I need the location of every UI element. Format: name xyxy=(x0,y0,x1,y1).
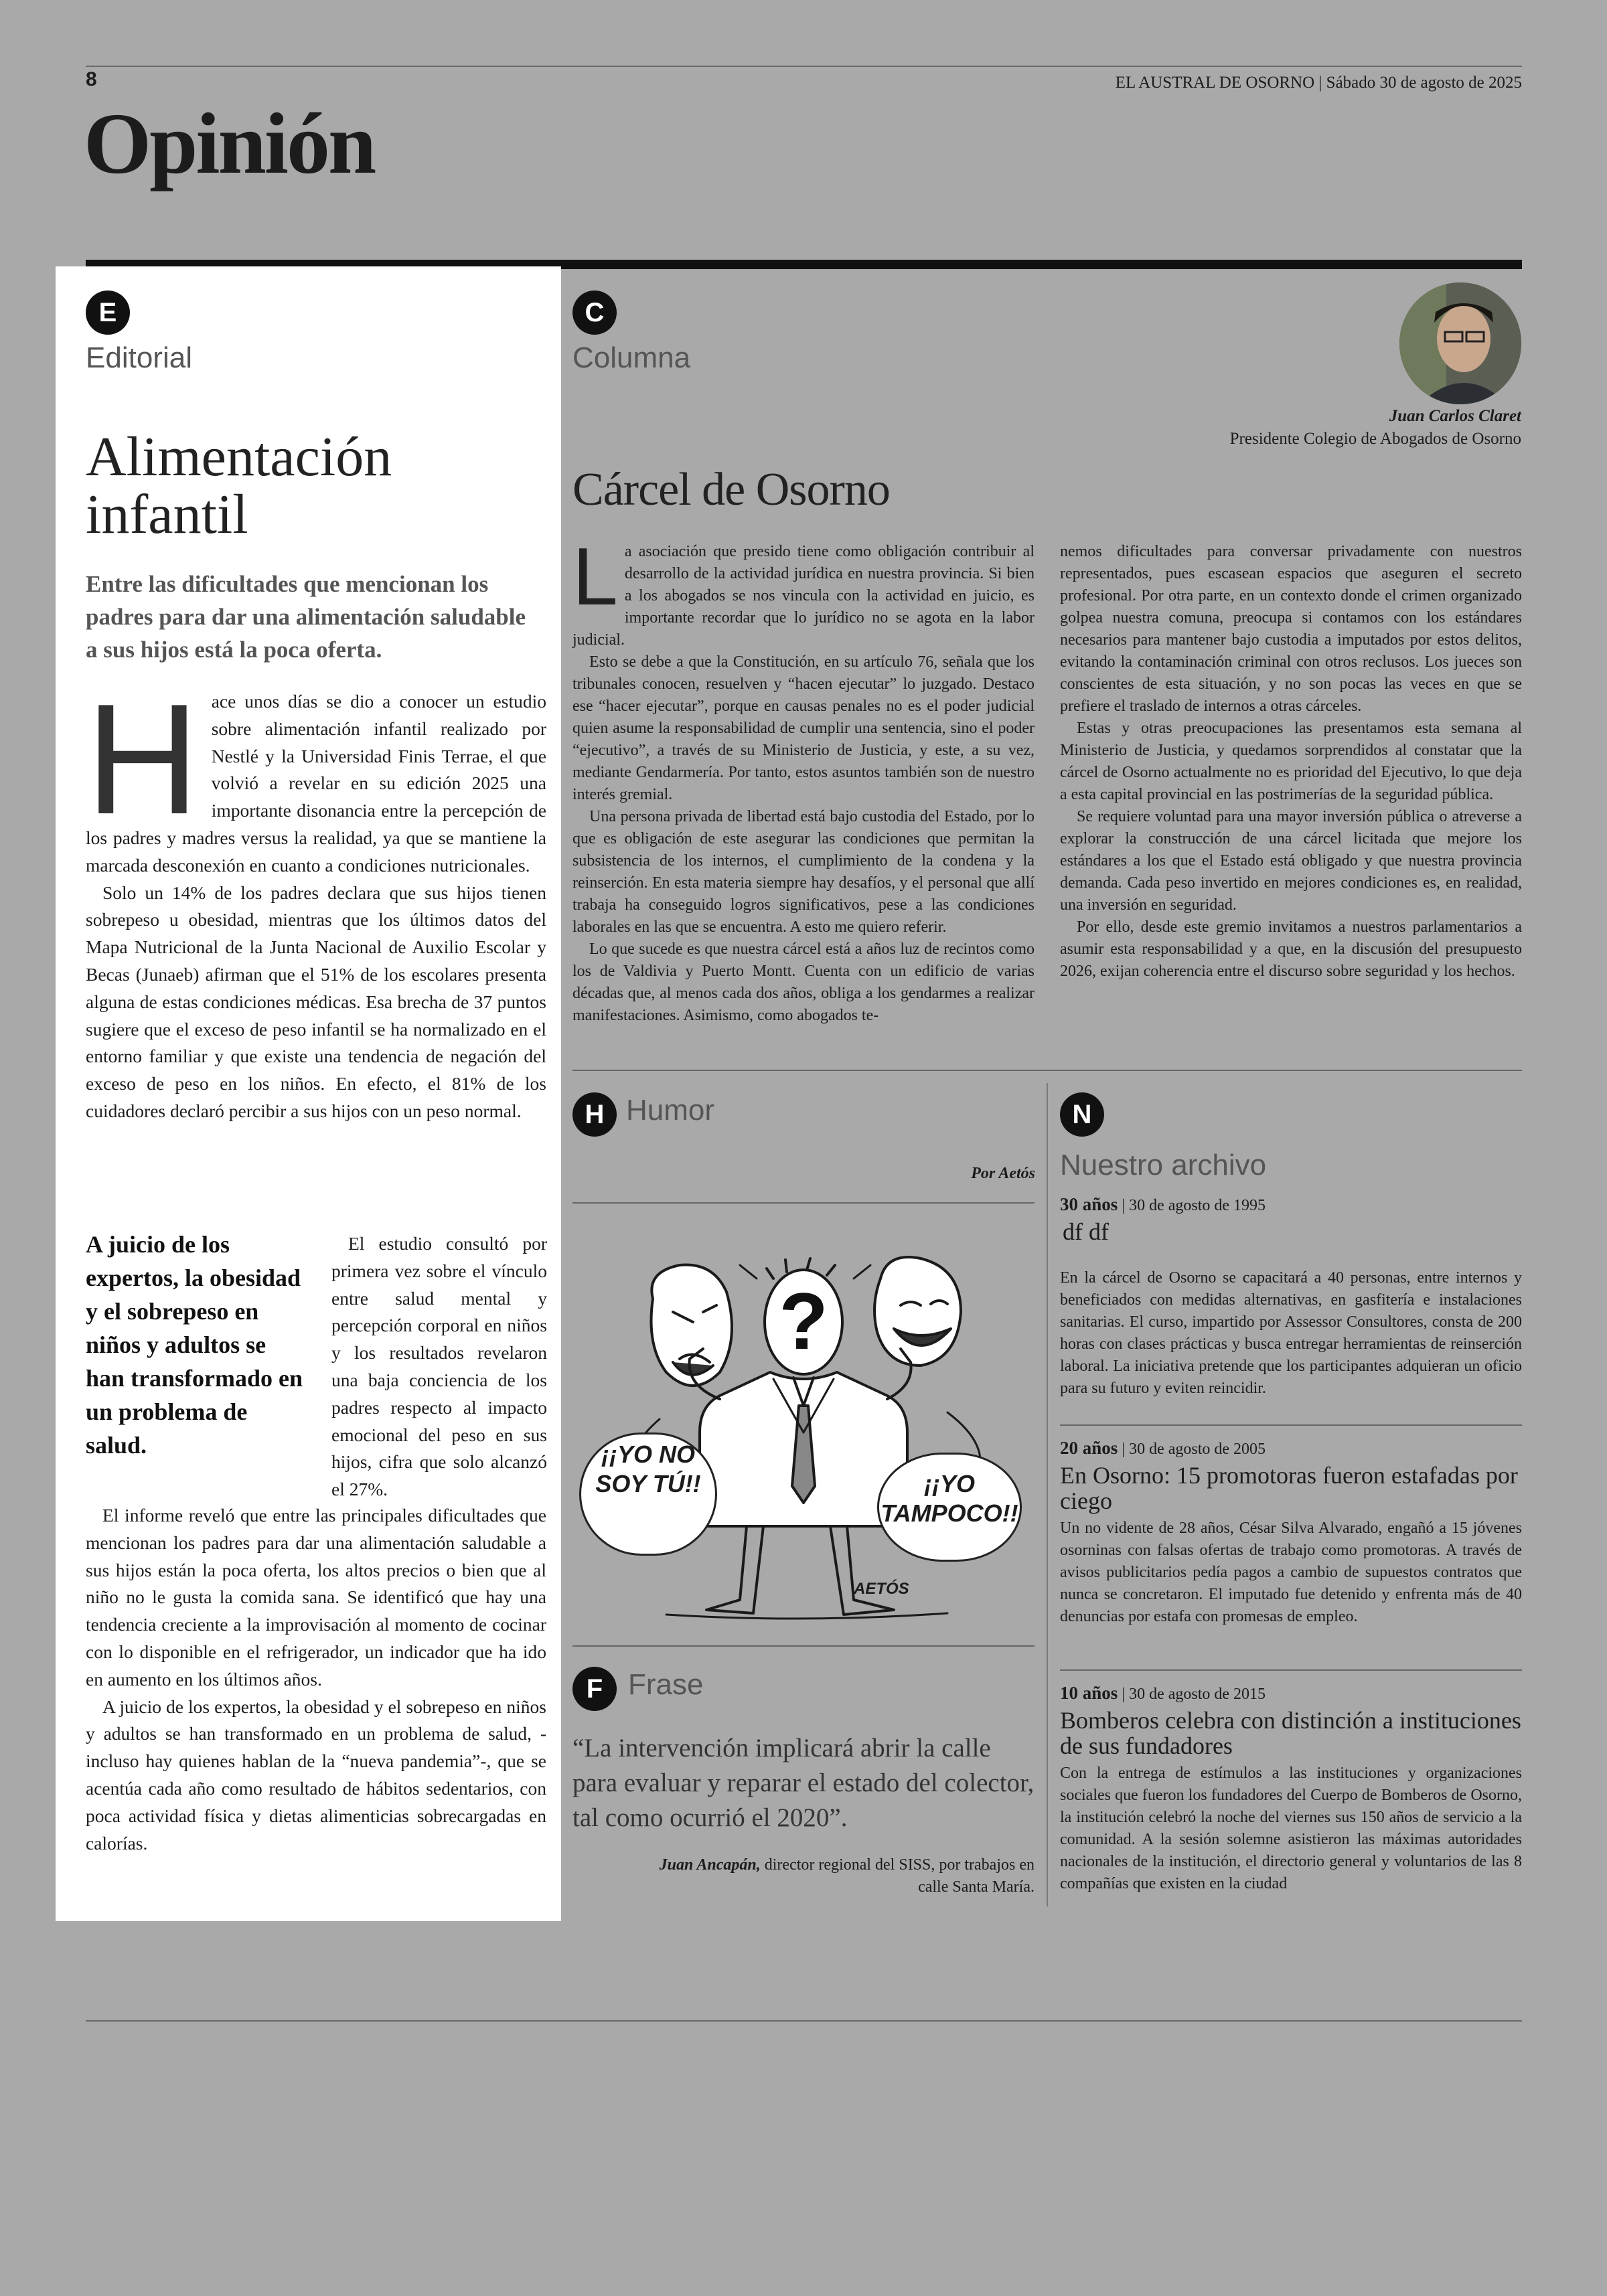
archive-body: Con la entrega de estímulos a las instituciones y organizaciones sociales que fueron los fundadores del Cuerpo de Bomberos de Osorno, la institución celebró la noche del viernes sus 150 años de servicio a la comunidad. A la sesión solemne asistieron las máximas autoridades nacionales de la institución, el directorio general y voluntarios de las 8 compañías que existen en la ciudad xyxy=(1060,1765,1522,1892)
humor-cartoon xyxy=(572,1205,1035,1633)
editorial-body-bottom xyxy=(86,1502,546,1857)
humor-top-rule xyxy=(572,1202,1035,1204)
author-photo-icon xyxy=(1399,282,1521,404)
masthead: EL AUSTRAL DE OSORNO | Sábado 30 de agosto de 2025 xyxy=(1115,74,1522,92)
archive-date: | 30 de agosto de 2005 xyxy=(1118,1441,1266,1458)
column-paragraph-4: Lo que sucede es que nuestra cárcel está a años luz de recintos como los de Valdivia y Puerto Montt. Cuenta con un edificio de varias décadas que, al menos cada dos años, obliga a los gendarmes a realizar manifestaciones. Asimismo, como abogados te- xyxy=(572,940,1035,1024)
column-paragraph-7: Se requiere voluntad para una mayor inversión pública o atreverse a explorar la construcción de una cárcel licitada que mejore los estándares a los que el Estado está obligado y que nuestra provincia demanda. Cada peso invertido en mejores condiciones es, en realidad, una inversión en seguridad. xyxy=(1060,808,1522,914)
column-kicker: Columna xyxy=(572,341,691,374)
column-paragraph-6: Estas y otras preocupaciones las presentamos esta semana al Ministerio de Justicia, y quedamos sorprendidos al constatar que la cárcel de Osorno actualmente no es prioridad del Ejecutivo, lo que deja a esta capital provincial en las postrimerías de la seguridad pública. xyxy=(1060,720,1522,803)
frase-attribution-name: Juan Ancapán, xyxy=(659,1856,761,1874)
archive-rule-1 xyxy=(1060,1424,1522,1426)
archive-kicker: Nuestro archivo xyxy=(1060,1149,1267,1181)
cartoon-illustration-icon xyxy=(572,1205,1035,1633)
archive-divider xyxy=(1047,1083,1048,1906)
bottom-rule xyxy=(86,2020,1522,2022)
editorial-title-line1: Alimentación xyxy=(86,426,392,488)
editorial-paragraph-3-column xyxy=(331,1230,547,1503)
editorial-kicker: Editorial xyxy=(86,341,192,374)
editorial-paragraph-2: Solo un 14% de los padres declara que sus hijos tienen sobrepeso u obesidad, mientras que los últimos datos del Mapa Nutricional de la Junta Nacional de Auxilio Escolar y Becas (Junaeb) afirman que el 51% de los escolares presenta alguna de estas condiciones médicas. Esa brecha de 37 puntos sugiere que el exceso de peso infantil se ha normalizado en el entorno familiar y que existe una tendencia de negación del exceso de peso en los niños. En efecto, el 81% de los cuidadores declaró percibir a sus hijos con un peso normal. xyxy=(86,882,546,1121)
archive-years: 20 años xyxy=(1060,1438,1118,1458)
svg-text:?: ? xyxy=(779,1277,828,1366)
archive-date: | 30 de agosto de 2015 xyxy=(1118,1686,1266,1703)
archive-body: En la cárcel de Osorno se capacitará a 40 personas, entre internos y beneficiados con medidas alternativas, en gasfitería e instalaciones sanitarias. El curso, impartido por Assessor Consultores, consta de 200 horas con clases prácticas y busca entregar herramientas de reinserción laboral. La iniciativa pretende que los participantes adquieran un oficio para su futuro y eviten reincidir. xyxy=(1060,1269,1522,1397)
archive-item xyxy=(1060,1194,1522,1400)
humor-kicker: Humor xyxy=(626,1094,715,1127)
column-body-left xyxy=(572,531,1035,1027)
archive-headline: En Osorno: 15 promotoras fueron estafadas por ciego xyxy=(1060,1462,1518,1514)
column-paragraph-1: a asociación que presido tiene como obligación contribuir al desarrollo de la actividad jurídica en nuestra provincia. Si bien a los abogados se nos vincula con la actividad en juicio, es importante recordar que lo jurídico no se agota en la labor judicial. xyxy=(572,543,1035,649)
editorial-title xyxy=(86,428,554,544)
column-body-right xyxy=(1060,541,1522,983)
speech-bubble-right: ¡¡YO TAMPOCO!! xyxy=(877,1453,1022,1562)
archive-date: | 30 de agosto de 1995 xyxy=(1118,1197,1266,1214)
editorial-paragraph-1: ace unos días se dio a conocer un estudio sobre alimentación infantil realizado por Nestlé y la Universidad Finis Terrae, el que volvió a revelar en su edición 2025 una importante disonancia entre la percepción de los padres y madres versus la realidad, ya que se mantiene la marcada desconexión en cuanto a condiciones nutricionales. xyxy=(86,691,546,876)
frase-badge: F xyxy=(572,1667,617,1711)
frase-attribution-role: director regional del SISS, por trabajos en calle Santa María. xyxy=(760,1856,1035,1896)
author-role: Presidente Colegio de Abogados de Osorno xyxy=(1229,430,1521,448)
frase-kicker: Frase xyxy=(628,1668,704,1701)
column-badge: C xyxy=(572,291,617,335)
humor-byline: Por Aetós xyxy=(971,1165,1035,1182)
column-title: Cárcel de Osorno xyxy=(572,464,890,515)
editorial-paragraph-3: El estudio consultó por primera vez sobre el vínculo entre salud mental y percepción corporal en niños y los resultados revelaron una baja conciencia de los padres respecto al impacto emocional del peso en sus hijos, cifra que solo alcanzó el 27%. xyxy=(331,1233,547,1500)
column-paragraph-2: Esto se debe a que la Constitución, en su artículo 76, señala que los tribunales conocen, resuelven y “hacen ejecutar” lo juzgado. Destaco ese “hacer ejecutar”, porque en causas penales no es el poder judicial quien asume la responsabilidad de cumplir una sentencia, sino el poder “ejecutivo”, a través de su Ministerio de Justicia, y este, a su vez, mediante Gendarmería. Por tanto, estos asuntos también son de nuestro interés gremial. xyxy=(572,653,1035,803)
editorial-badge: E xyxy=(86,291,130,335)
author-name: Juan Carlos Claret xyxy=(1389,407,1521,425)
editorial-title-line2: infantil xyxy=(86,483,248,546)
column-bottom-rule xyxy=(572,1070,1522,1071)
editorial-pull-quote: A juicio de los expertos, la obesidad y el sobrepeso en niños y adultos se han transformado en un problema de salud. xyxy=(86,1231,303,1459)
archive-badge: N xyxy=(1060,1092,1104,1137)
frase-quote: “La intervención implicará abrir la calle para evaluar y reparar el estado del colector, tal como ocurrió el 2020”. xyxy=(572,1734,1035,1832)
archive-item xyxy=(1060,1438,1522,1628)
editorial-body-top xyxy=(86,671,546,1125)
page-number: 8 xyxy=(86,68,97,90)
column-paragraph-8: Por ello, desde este gremio invitamos a nuestros parlamentarios a asumir esta responsabilidad y a que, en la discusión del presupuesto 2026, exijan coherencia entre el discurso sobre seguridad y los hechos. xyxy=(1060,918,1522,980)
editorial-dropcap: H xyxy=(86,671,200,847)
archive-years: 30 años xyxy=(1060,1194,1118,1214)
section-title: Opinión xyxy=(84,96,375,192)
column-dropcap: L xyxy=(572,531,618,622)
editorial-paragraph-5: A juicio de los expertos, la obesidad y el sobrepeso en niños y adultos se han transformado en un problema de salud, - incluso hay quienes hablan de la “nueva pandemia”-, que se acentúa cada año como resultado de hábitos sedentarios, con poca actividad física y dietas alimenticias sobrecargadas en calorías. xyxy=(86,1696,546,1854)
column-paragraph-3: Una persona privada de libertad está bajo custodia del Estado, por lo que es obligación de este asegurar las condiciones que permitan la subsistencia de los internos, el cumplimiento de la condena y la reinserción. En esta materia siempre hay desafíos, y el personal que allí trabaja ha conseguido logros significativos, pese a las condiciones laborales en las que se encuentra. A esto me quiero referir. xyxy=(572,808,1035,936)
top-rule xyxy=(86,66,1522,67)
frase-attribution xyxy=(636,1854,1035,1898)
archive-item xyxy=(1060,1683,1522,1895)
author-avatar xyxy=(1399,282,1521,404)
archive-years: 10 años xyxy=(1060,1683,1118,1703)
archive-headline: Bomberos celebra con distinción a instituciones de sus fundadores xyxy=(1060,1707,1521,1759)
editorial-paragraph-4: El informe reveló que entre las principales dificultades que mencionan los padres para dar una alimentación saludable a sus hijos están la poca oferta, los altos precios o bien que al niño no le gusta la comida sana. Se identificó que hay una tendencia creciente a la improvisación al momento de cocinar con lo disponible en el refrigerador, un indicador que ha ido en aumento en los últimos años. xyxy=(86,1505,546,1690)
humor-badge: H xyxy=(572,1092,617,1137)
column-paragraph-5: nemos dificultades para conversar privadamente con nuestros representados, pues escasean espacios que aseguren el secreto profesional. Por otra parte, en un contexto donde el crimen organizado golpea nuestra comuna, preocupa si contamos con los estándares necesarios para mantener bajo custodia a imputados por estos delitos, evitando la contaminación criminal con otros reclusos. Los jueces son conscientes de esta situación, y no son pocas las veces en que se prefiere el traslado de internos a otras cárceles. xyxy=(1060,543,1522,715)
archive-body: Un no vidente de 28 años, César Silva Alvarado, engañó a 15 jóvenes osorninas con falsas ofertas de trabajo como promotoras. A través de avisos publicitarios pedía pagos a cambio de supuestos contratos que nunca se concretaron. El imputado fue detenido y enfrenta más de 40 denuncias por estafa con promesas de empleo. xyxy=(1060,1520,1522,1625)
speech-bubble-left: ¡¡YO NO SOY TÚ!! xyxy=(579,1432,717,1556)
cartoon-signature: AETÓS xyxy=(854,1580,909,1598)
humor-bottom-rule xyxy=(572,1645,1035,1647)
archive-rule-2 xyxy=(1060,1669,1522,1671)
archive-headline: df df xyxy=(1063,1218,1109,1245)
editorial-lead: Entre las dificultades que mencionan los padres para dar una alimentación saludable a sus hijos está la poca oferta. xyxy=(86,571,526,663)
